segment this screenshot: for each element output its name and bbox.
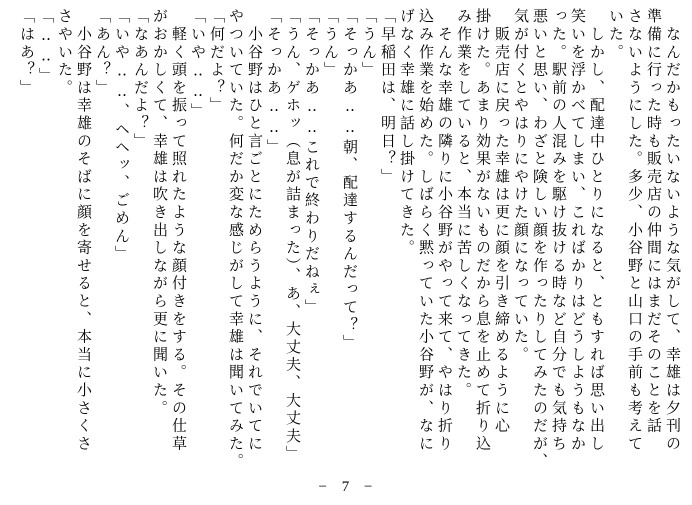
text-line: なんだかもったいないような気がして、幸雄は夕刊の [664, 8, 680, 453]
text-line: 準備に行った時も販売店の仲間にはまだそのことを話 [645, 8, 661, 436]
text-line: 軽く頭を振って照れたような顔付きをする。その仕草 [170, 8, 186, 453]
novel-text-body [16, 8, 681, 486]
text-line: 「うん」 [360, 8, 376, 80]
text-line: 販売店に戻った幸雄は更に顔を引き締めるように心 [493, 8, 509, 436]
text-line: そんな幸雄の隣りに小谷野がやって来て、やはり折り [436, 8, 452, 453]
text-line: しかし、配達中ひとりになると、ともすれば思い出し [588, 8, 604, 453]
text-line: 気が付くとやはりにやけた顔になっていた。 [512, 8, 528, 364]
text-line: 込み作業を始めた。しばらく黙っていた小谷野が、なに [417, 8, 433, 453]
text-line: 悪いと思い、わざと険しい顔を作ったりしてみたのだが、 [531, 8, 547, 471]
text-line: 小谷野はひと言ごとにためらうように、それでいてに [246, 8, 262, 453]
page-number: − 7 − [318, 479, 374, 495]
text-line: 「そっかあ‥‥」 [265, 8, 281, 157]
text-line: 「うん、ゲホッ（息が詰まった）、あ、大丈夫、大丈夫」 [284, 8, 300, 464]
text-line: 「いや‥‥」 [189, 8, 205, 121]
text-line: 「何だよ？」 [208, 8, 224, 115]
text-line: やついていた。何だか変な感じがして幸雄は聞いてみた。 [227, 8, 243, 471]
text-line: がおかしくて、幸雄は吹き出しながら更に聞いた。 [151, 8, 167, 418]
text-line: 笑いを浮かべてしまい、こればかりはどうしようもなか [569, 8, 585, 453]
text-line: げなく幸雄に話し掛けてきた。 [398, 8, 414, 258]
text-line: いた。 [607, 8, 623, 62]
text-line: さやいた。 [56, 8, 72, 97]
text-line: 「‥‥」 [37, 8, 53, 86]
text-line: 「早稲田は、明日？」 [379, 8, 395, 186]
text-line: 「なあんだよ？」 [132, 8, 148, 151]
text-line: 掛けた。あまり効果がないものだから息を止めて折り込 [474, 8, 490, 453]
text-line: 「うん」 [322, 8, 338, 80]
text-line: 「あん？」 [94, 8, 110, 97]
text-line: 「そっかあ‥‥朝、配達するんだって？」 [341, 8, 357, 353]
text-line: った。駅前の人混みを駆け抜ける時など自分でも気持ち [550, 8, 566, 453]
text-line: 「いや‥‥、ヘヘッ、ごめん」 [113, 8, 129, 264]
text-line: み作業をしていると、本当に苦しくなってきた。 [455, 8, 471, 400]
text-line: 「そっかあ‥‥これで終わりだねぇ」 [303, 8, 319, 317]
text-line: 小谷野は幸雄のそばに顔を寄せると、本当に小さくさ [75, 8, 91, 453]
text-line: 「はあ？」 [18, 8, 34, 97]
text-line: さないようにした。多少、小谷野と山口の手前も考えて [626, 8, 642, 453]
